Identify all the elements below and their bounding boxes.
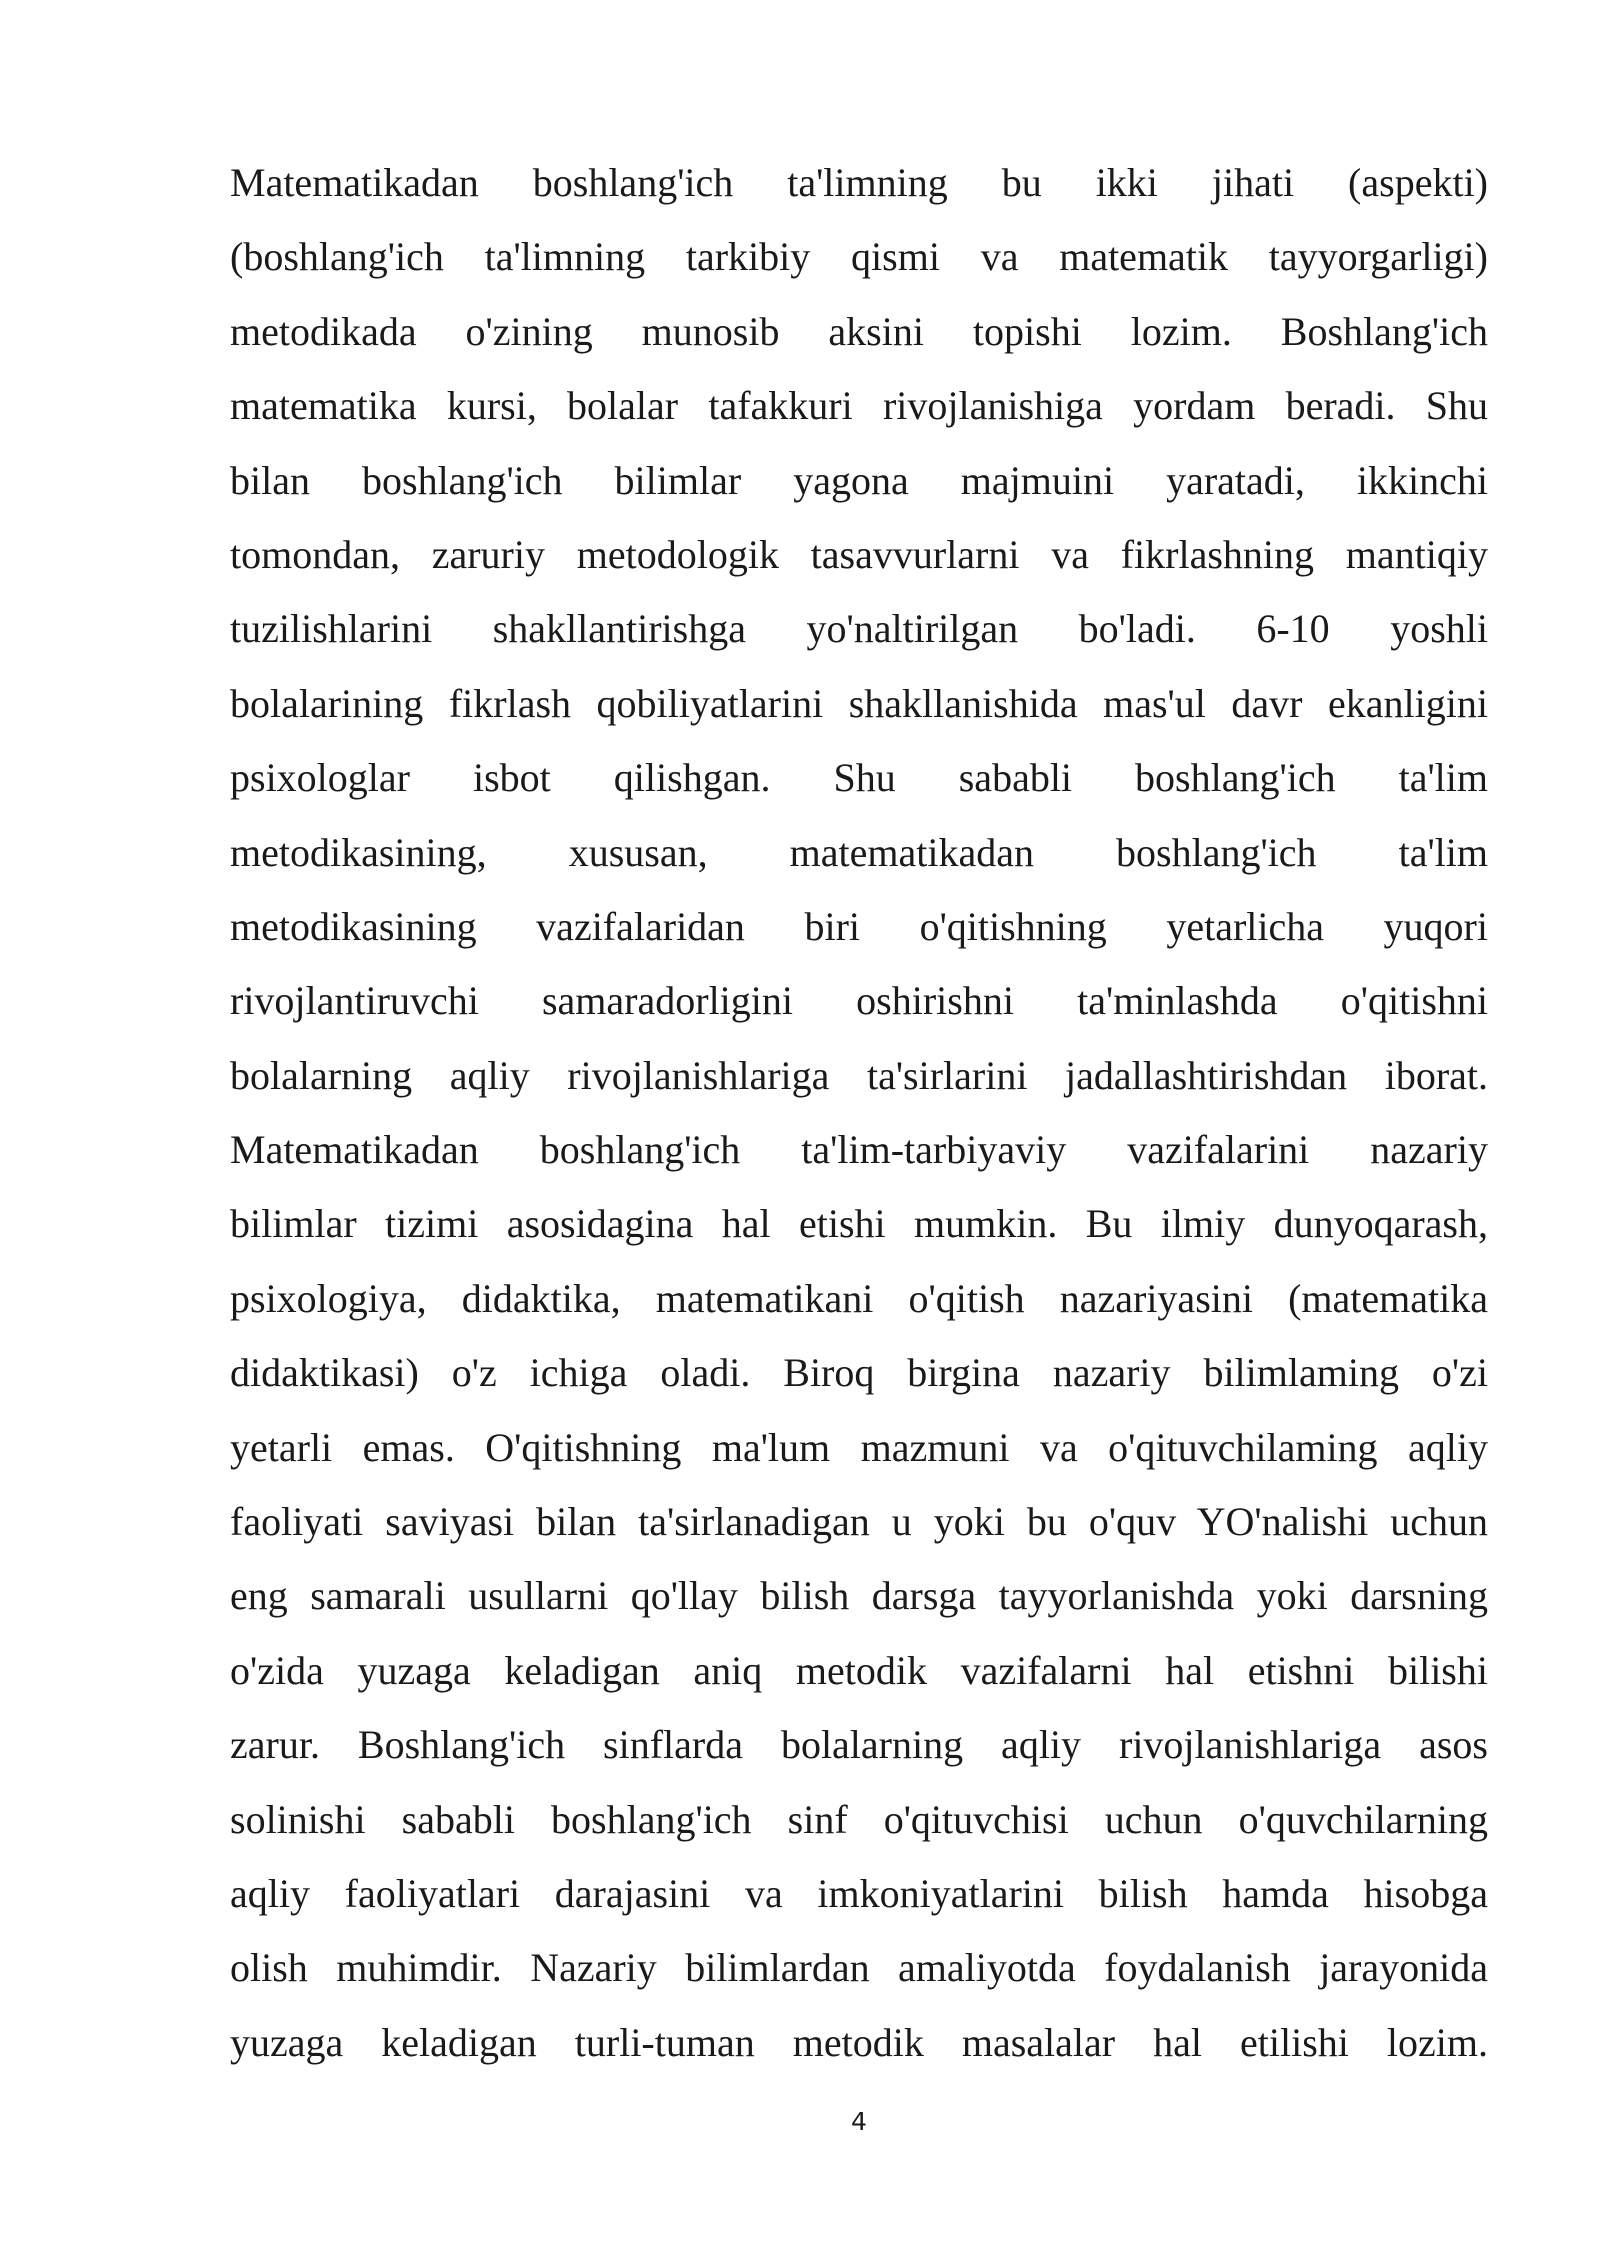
text-line: psixologlar isbot qilishgan. Shu sababli boshlang'ich ta'lim (230, 755, 1488, 801)
text-line: metodikasining vazifalaridan biri o'qitishning yetarlicha yuqori (230, 903, 1488, 949)
text-line: olish muhimdir. Nazariy bilimlardan amaliyotda foydalanish jarayonida (230, 1945, 1488, 1991)
text-line: metodikasining, xususan, matematikadan boshlang'ich ta'lim (230, 829, 1488, 875)
text-line: didaktikasi) o'z ichiga oladi. Biroq birgina nazariy bilimlaming o'zi (230, 1350, 1488, 1396)
text-line: yetarli emas. O'qitishning ma'lum mazmuni va o'qituvchilaming aqliy (230, 1424, 1488, 1470)
text-line: rivojlantiruvchi samaradorligini oshirishni ta'minlashda o'qitishni (230, 978, 1488, 1024)
text-line: zarur. Boshlang'ich sinflarda bolalarning aqliy rivojlanishlariga asos (230, 1722, 1488, 1768)
text-line: bilan boshlang'ich bilimlar yagona majmuini yaratadi, ikkinchi (230, 457, 1488, 503)
text-line: tomondan, zaruriy metodologik tasavvurlarni va fikrlashning mantiqiy (230, 531, 1488, 577)
text-line: matematika kursi, bolalar tafakkuri rivojlanishiga yordam beradi. Shu (230, 383, 1488, 429)
text-line: eng samarali usullarni qo'llay bilish darsga tayyorlanishda yoki darsning (230, 1573, 1488, 1619)
text-line: tuzilishlarini shakllantirishga yo'naltirilgan bo'ladi. 6-10 yoshli (230, 606, 1488, 652)
text-line: o'zida yuzaga keladigan aniq metodik vazifalarni hal etishni bilishi (230, 1647, 1488, 1693)
text-line: faoliyati saviyasi bilan ta'sirlanadigan u yoki bu o'quv YO'nalishi uchun (230, 1499, 1488, 1545)
text-line: psixologiya, didaktika, matematikani o'qitish nazariyasini (matematika (230, 1275, 1488, 1321)
text-line: aqliy faoliyatlari darajasini va imkoniyatlarini bilish hamda hisobga (230, 1870, 1488, 1916)
text-line: metodikada o'zining munosib aksini topishi lozim. Boshlang'ich (230, 308, 1488, 354)
text-line: bolalarining fikrlash qobiliyatlarini shakllanishida mas'ul davr ekanligini (230, 680, 1488, 726)
text-line: solinishi sababli boshlang'ich sinf o'qituvchisi uchun o'quvchilarning (230, 1796, 1488, 1842)
text-line: yuzaga keladigan turli-tuman metodik masalalar hal etilishi lozim. (230, 2019, 1488, 2065)
body-paragraph (230, 146, 1488, 2080)
text-line: bolalarning aqliy rivojlanishlariga ta'sirlarini jadallashtirishdan iborat. (230, 1052, 1488, 1098)
text-line: Matematikadan boshlang'ich ta'limning bu ikki jihati (aspekti) (230, 160, 1488, 205)
page-number: 4 (851, 2107, 867, 2136)
text-line: (boshlang'ich ta'limning tarkibiy qismi va matematik tayyorgarligi) (230, 234, 1488, 280)
text-line: bilimlar tizimi asosidagina hal etishi mumkin. Bu ilmiy dunyoqarash, (230, 1201, 1488, 1247)
text-line: Matematikadan boshlang'ich ta'lim-tarbiyaviy vazifalarini nazariy (230, 1127, 1488, 1173)
